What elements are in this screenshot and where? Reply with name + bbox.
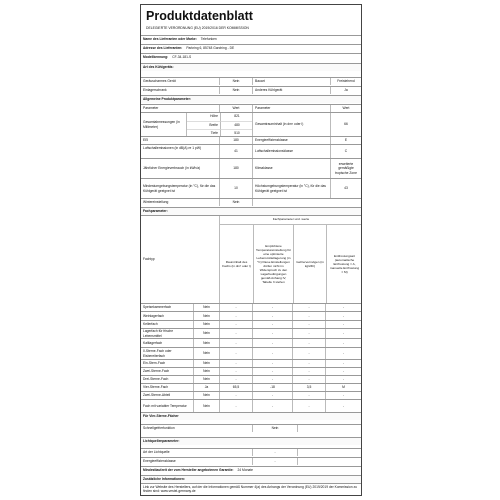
width-value: 480 — [220, 121, 252, 129]
compartment-volume: - — [219, 339, 252, 347]
header-value: Wert — [330, 105, 361, 112]
compartment-volume: - — [219, 376, 252, 383]
col-freezing-capacity: Gefriervermögen (in kg/24h) — [293, 224, 326, 303]
compartment-type: Zwei-Sterne-Abteil — [143, 393, 171, 398]
compartment-temp: - — [252, 321, 292, 328]
compartment-freezing-capacity: - — [292, 392, 325, 399]
compartment-row — [141, 311, 361, 320]
dimensions-label: Gesamtabmessungen (in Millimeter) — [143, 120, 180, 129]
winter-label: Wintereinstellung — [143, 200, 169, 204]
additional-info-row — [141, 483, 361, 495]
fast-freeze-value: Nein — [252, 425, 297, 432]
compartment-volume: - — [219, 400, 252, 413]
sheet-header — [141, 5, 361, 33]
four-star-section — [141, 412, 361, 420]
device-type-value: Ja — [330, 87, 361, 94]
noise-class-label: Luftschallemissionsklasse — [252, 145, 330, 158]
compartment-defrost: - — [325, 348, 361, 359]
compartment-present: Nein — [193, 392, 219, 399]
compartment-freezing-capacity: - — [292, 304, 325, 311]
device-type-row — [141, 86, 361, 94]
compartment-freezing-capacity: - — [292, 368, 325, 375]
min-temp-label: Mindestumgebungstemperatur (in °C), für die das Kühlgerät geeignet ist — [143, 184, 216, 193]
warranty-label: Mindestlaufzeit der vom Hersteller angebotenen Garantie: — [143, 468, 234, 472]
energy-consumption-value: 180 — [219, 159, 252, 178]
compartment-type: 0-Sterne-Fach oder Eisbereiterfach — [143, 349, 172, 358]
width-label: Breite — [187, 121, 220, 129]
additional-section — [141, 475, 361, 483]
compartment-temp: - — [252, 312, 292, 320]
col-defrost-type: Entfrostungsart (automatische Entfrostung = A, manuelle Entfrostung = M) — [326, 224, 361, 303]
eei-row — [141, 136, 361, 144]
supplier-value: Telefunken — [200, 37, 217, 41]
sheet-title: Produktdatenblatt — [146, 9, 253, 23]
compartment-type: Vier-Sterne-Fach — [143, 385, 169, 390]
compartment-freezing-capacity: - — [292, 329, 325, 338]
compartment-temp: - — [252, 360, 292, 367]
energy-consumption-row — [141, 158, 361, 178]
compartment-volume: - — [219, 312, 252, 320]
compartment-freezing-capacity: - — [292, 339, 325, 347]
max-temp-value: 43 — [330, 179, 361, 198]
compartment-present: Nein — [193, 339, 219, 347]
compartment-type: Kellerfach — [143, 322, 158, 327]
compartment-row — [141, 399, 361, 413]
compartment-volume: - — [219, 360, 252, 367]
volume-label: Gesamtrauminhalt (in dm³ oder l) — [252, 113, 330, 136]
compartment-defrost: - — [325, 368, 361, 375]
compartment-row — [141, 367, 361, 375]
compartment-temp: - — [252, 376, 292, 383]
light-type-value: - — [252, 449, 297, 456]
light-heading: Lichtquellenparameter: — [143, 439, 180, 443]
noise-row — [141, 144, 361, 158]
compartment-type: Speisekammerfach — [143, 305, 172, 310]
compartment-volume: - — [219, 304, 252, 311]
header-parameter: Parameter — [143, 106, 159, 110]
four-star-heading: Für Vier-Sterne-Fächer — [143, 414, 179, 418]
min-temp-value: 10 — [219, 179, 252, 198]
compartment-freezing-capacity: - — [292, 321, 325, 328]
compartment-temp: - — [252, 329, 292, 338]
light-row — [141, 457, 361, 465]
address-value: Parkring 6, 85748 Garching - DE — [186, 46, 235, 50]
warranty-value: 24 Monate — [237, 468, 254, 472]
compartment-volume: 65,5 — [219, 384, 252, 391]
compartment-volume: - — [219, 329, 252, 338]
device-type-label: Einlagerschrank — [143, 88, 167, 92]
compartment-defrost: - — [325, 312, 361, 320]
eei-label: EEI — [143, 138, 149, 142]
compartment-type: Lagerfach für frische Lebensmittel — [143, 329, 174, 338]
additional-heading: Zusätzliche Informationen: — [143, 477, 185, 481]
compartment-temp: - — [252, 400, 292, 413]
winter-value: Nein — [219, 199, 252, 206]
climate-value: erweiterte gemäßigte tropische Zone — [330, 159, 361, 178]
compartment-freezing-capacity: - — [292, 312, 325, 320]
noise-label: Luftschallemissionen (in dB(A) re 1 pW) — [143, 146, 202, 150]
compartment-type: Zwei-Sterne-Fach — [143, 369, 170, 374]
product-data-sheet — [140, 4, 362, 496]
compartment-type: Drei-Sterne-Fach — [143, 377, 169, 382]
col-volume: Rauminhalt des Fachs (in dm³ oder l) — [222, 259, 251, 268]
energy-class-label: Energieeffizienzklasse — [252, 137, 330, 144]
height-value: 821 — [220, 113, 252, 121]
general-heading: Allgemeine Produktparameter: — [143, 97, 192, 101]
compartment-present: Nein — [193, 312, 219, 320]
dimensions-row — [141, 112, 361, 136]
compartment-volume: - — [219, 348, 252, 359]
compartment-row — [141, 338, 361, 347]
device-type-label: Geräuscharmes Gerät — [143, 79, 176, 83]
header-value: Wert — [219, 105, 252, 112]
max-temp-label: Höchstumgebungstemperatur (in °C), für die das Kühlgerät geeignet ist — [252, 179, 330, 198]
compartment-freezing-capacity: - — [292, 348, 325, 359]
device-type-value: Nein — [219, 87, 252, 94]
compartment-defrost: - — [325, 321, 361, 328]
compartment-present: Nein — [193, 376, 219, 383]
compartment-present: Nein — [193, 368, 219, 375]
compartment-temp: - — [252, 368, 292, 375]
compartments-header — [141, 215, 361, 303]
device-type-label: Anderes Kühlgerät — [252, 87, 330, 94]
climate-label: Klimaklasse — [252, 159, 330, 178]
compartment-row — [141, 375, 361, 383]
regulation-subtitle: DELEGIERTE VERORDNUNG (EU) 2019/2016 DER KOMMISSION — [146, 26, 249, 30]
compartment-defrost: - — [325, 329, 361, 338]
energy-consumption-label: Jährlicher Energieverbrauch (in kWh/a) — [143, 166, 201, 171]
fast-freeze-row — [141, 424, 361, 432]
supplier-label: Name des Lieferanten oder Marke: — [143, 37, 197, 41]
compartment-row — [141, 328, 361, 338]
model-label: Modellkennung: — [143, 55, 169, 59]
compartment-row — [141, 347, 361, 359]
model-row — [141, 53, 361, 62]
energy-class-value: E — [330, 137, 361, 144]
address-label: Adresse des Lieferanten: — [143, 46, 183, 50]
light-type-label: Art der Lichtquelle — [143, 450, 170, 454]
winter-row — [141, 198, 361, 206]
compartment-present: Ja — [193, 384, 219, 391]
compartment-temp: - — [252, 392, 292, 399]
compartment-volume: - — [219, 321, 252, 328]
compartment-present: Nein — [193, 304, 219, 311]
address-row — [141, 44, 361, 53]
general-section — [141, 95, 361, 103]
compartment-row — [141, 391, 361, 399]
volume-value: 66 — [330, 113, 361, 136]
light-row — [141, 448, 361, 456]
compartment-group-header: Fachparameter und -werte — [220, 217, 361, 225]
compartments-heading: Fachparameter: — [143, 209, 168, 213]
light-class-value: - — [252, 458, 297, 465]
compartment-defrost: - — [325, 376, 361, 383]
compartment-type: Ein-Stern-Fach — [143, 361, 166, 366]
compartment-type: Weinlagerfach — [143, 313, 165, 318]
additional-info-text: Link zur Website des Herstellers, auf der die Informationen gemäß Nummer 4(a) des Anhangs der Verordnung (EU) 2019/2019 der Kommission zu finden sind: www.vestel-germany.de — [143, 485, 357, 494]
compartment-row — [141, 303, 361, 311]
compartment-type: Kaltlagerfach — [143, 340, 163, 345]
compartment-defrost: - — [325, 400, 361, 413]
compartment-freezing-capacity: - — [292, 376, 325, 383]
device-type-value: Freistehend — [330, 78, 361, 85]
light-section — [141, 437, 361, 445]
light-class-label: Energieeffizienzklasse — [143, 459, 176, 463]
warranty-row — [141, 466, 361, 474]
compartment-defrost: - — [325, 392, 361, 399]
compartment-volume: - — [219, 392, 252, 399]
compartment-defrost: - — [325, 339, 361, 347]
device-type-heading: Art des Kühlgeräts: — [143, 65, 174, 69]
device-type-row — [141, 77, 361, 85]
compartment-present: Nein — [193, 348, 219, 359]
model-value: CF-34-181-S — [172, 55, 192, 59]
header-parameter: Parameter — [252, 105, 330, 112]
compartment-type: Fach mit variabler Temperatur — [143, 404, 187, 409]
fast-freeze-label: Schnellgefrierfunktion — [143, 426, 175, 430]
compartment-row — [141, 320, 361, 328]
device-type-label: Bauart — [252, 78, 330, 85]
device-type-section — [141, 63, 361, 71]
compartment-temp: -18 — [252, 384, 292, 391]
compartment-present: Nein — [193, 321, 219, 328]
compartment-row — [141, 383, 361, 391]
compartment-freezing-capacity: - — [292, 400, 325, 413]
compartment-freezing-capacity: 3,5 — [292, 384, 325, 391]
compartment-temp: - — [252, 348, 292, 359]
compartment-freezing-capacity: - — [292, 360, 325, 367]
eei-value: 180 — [219, 137, 252, 144]
depth-label: Tiefe — [187, 129, 220, 136]
depth-value: 510 — [220, 129, 252, 136]
col-compartment-type: Fachtyp — [143, 257, 155, 262]
height-label: Höhe — [210, 114, 218, 118]
noise-value: 41 — [219, 145, 252, 158]
compartment-present: Nein — [193, 360, 219, 367]
supplier-row — [141, 35, 361, 44]
compartment-present: Nein — [193, 400, 219, 413]
compartment-present: Nein — [193, 329, 219, 338]
noise-class-value: C — [330, 145, 361, 158]
compartment-volume: - — [219, 368, 252, 375]
ambient-temp-row — [141, 178, 361, 198]
compartment-row — [141, 359, 361, 367]
device-type-value: Nein — [219, 78, 252, 85]
compartment-defrost: - — [325, 304, 361, 311]
compartment-defrost: M — [325, 384, 361, 391]
compartments-section — [141, 207, 361, 215]
compartment-temp: - — [252, 339, 292, 347]
compartment-temp: - — [252, 304, 292, 311]
col-recommended-temp: Empfohlene Temperatureinstellung für eine optimierte Lebensmittellagerung (in °C) Diese Einstellungen dürfen nicht im Widerspruch zu den Lagerbedingungen gemäß Anhang IV, Tabelle 3 stehen — [253, 224, 293, 303]
compartment-defrost: - — [325, 360, 361, 367]
general-header-row — [141, 104, 361, 112]
